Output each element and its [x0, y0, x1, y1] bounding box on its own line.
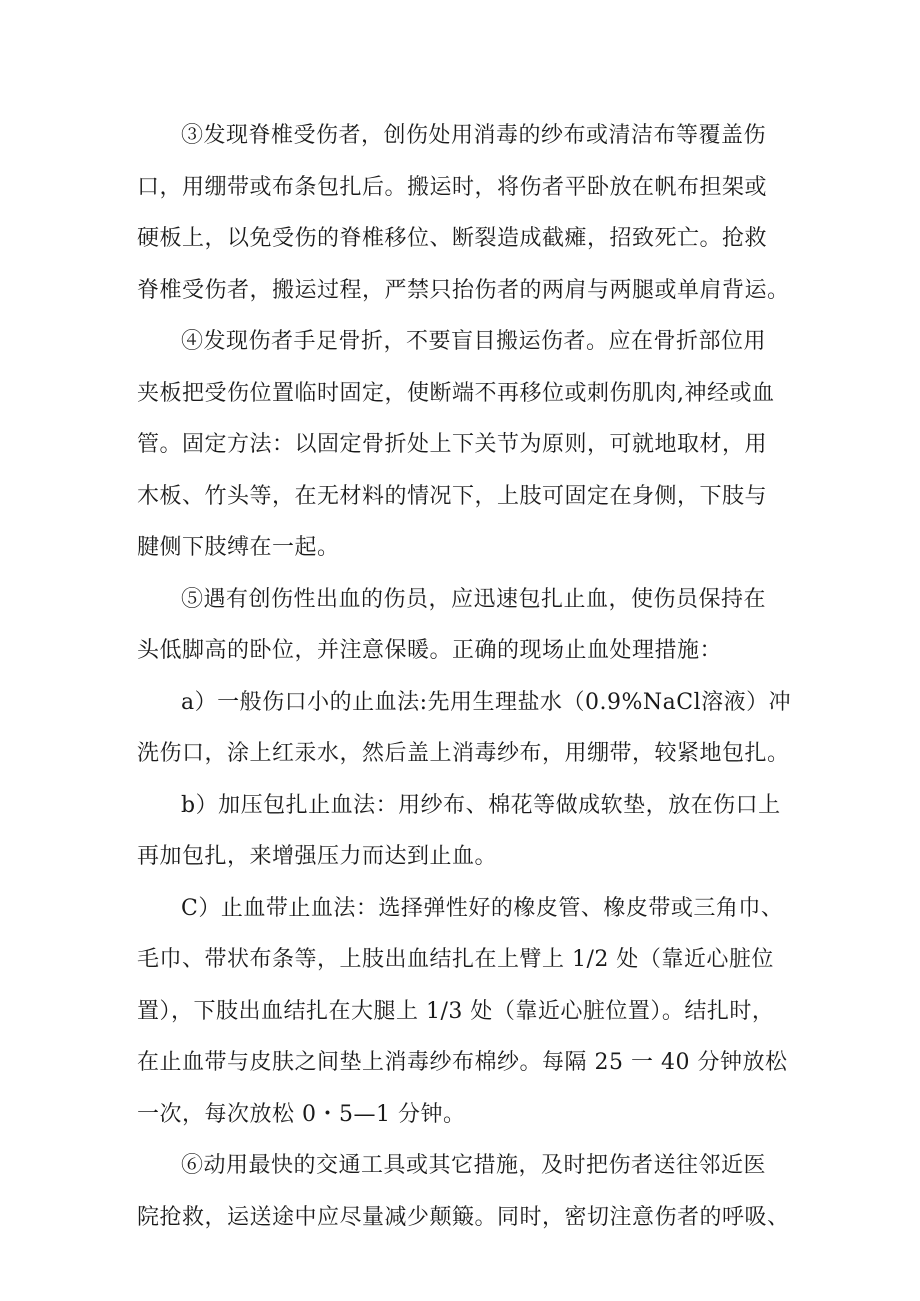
text-line: b）加压包扎止血法：用纱布、棉花等做成软垫，放在伤口上	[181, 792, 781, 818]
document-body	[137, 110, 809, 1243]
text-line: ④发现伤者手足骨折，不要盲目搬运伤者。应在骨折部位用	[181, 329, 767, 354]
text-line: ⑥动用最快的交通工具或其它措施，及时把伤者送往邻近医	[181, 1153, 767, 1178]
text-line: 头低脚高的卧位，并注意保暖。正确的现场止血处理措施：	[137, 638, 723, 663]
para-3-spine-injury	[137, 110, 809, 316]
para-4-fracture	[137, 316, 809, 574]
text-line: 毛巾、带状布条等，上肢出血结扎在上臂上 1/2 处（靠近心脏位	[137, 947, 774, 972]
text-line: 洗伤口，涂上红汞水，然后盖上消毒纱布，用绷带，较紧地包扎。	[137, 741, 790, 766]
text-line: 夹板把受伤位置临时固定，使断端不再移位或刺伤肌肉,神经或血	[137, 380, 775, 406]
text-line: 再加包扎，来增强压力而达到止血。	[137, 844, 498, 869]
text-line: 腱侧下肢缚在一起。	[137, 535, 340, 560]
text-line: 院抢救，运送途中应尽量减少颠簸。同时，密切注意伤者的呼吸、	[137, 1204, 790, 1230]
para-5a-small-wound	[137, 677, 809, 780]
text-line: 口，用绷带或布条包扎后。搬运时，将伤者平卧放在帆布担架或	[137, 174, 768, 200]
text-line: a）一般伤口小的止血法:先用生理盐水（0.9%NaCl溶液）冲	[181, 689, 792, 715]
text-line: 脊椎受伤者，搬运过程，严禁只抬伤者的两肩与两腿或单肩背运。	[137, 277, 790, 303]
para-5-bleeding	[137, 574, 809, 677]
text-line: 管。固定方法：以固定骨折处上下关节为原则，可就地取材，用	[137, 432, 768, 457]
para-5c-tourniquet	[137, 883, 809, 1141]
text-line: ⑤遇有创伤性出血的伤员，应迅速包扎止血，使伤员保持在	[181, 586, 767, 612]
para-6-transport	[137, 1140, 809, 1243]
text-line: 在止血带与皮肤之间垫上消毒纱布棉纱。每隔 25 一 40 分钟放松	[137, 1050, 788, 1075]
text-line: 木板、竹头等，在无材料的情况下，上肢可固定在身侧，下肢与	[137, 483, 768, 509]
text-line: 硬板上，以免受伤的脊椎移位、断裂造成截瘫，招致死亡。抢救	[137, 226, 768, 251]
para-5b-pressure-bandage	[137, 780, 809, 883]
text-line: C）止血带止血法：选择弹性好的橡皮管、橡皮带或三角巾、	[181, 895, 784, 921]
text-line: 一次，每次放松 0・5—1 分钟。	[137, 1101, 466, 1127]
text-line: ③发现脊椎受伤者，创伤处用消毒的纱布或清洁布等覆盖伤	[181, 123, 767, 148]
text-line: 置），下肢出血结扎在大腿上 1/3 处（靠近心脏位置）。结扎时，	[137, 998, 775, 1024]
